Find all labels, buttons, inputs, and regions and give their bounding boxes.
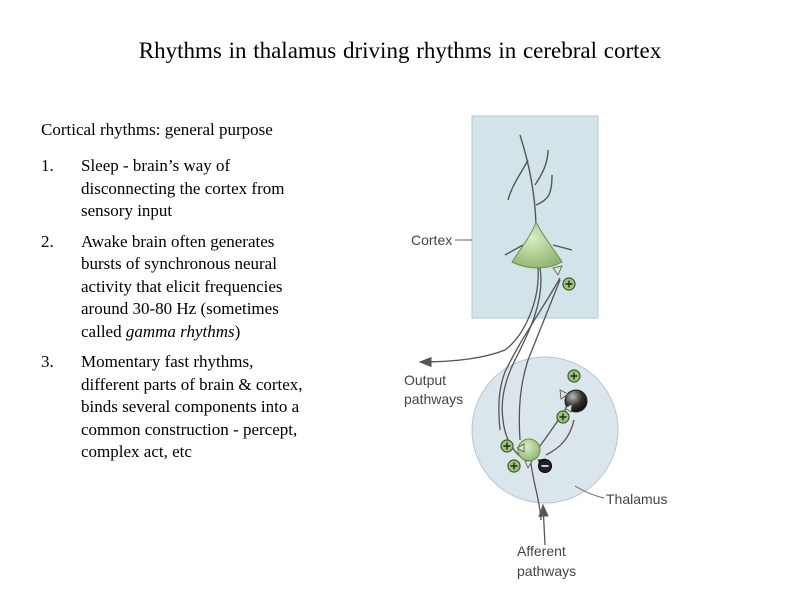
plus-synapse-icon [557,411,569,423]
rhythm-purpose-list [41,155,361,472]
thalamocortical-diagram [390,100,790,595]
list-text: Momentary fast rhythms, different parts of brain & cortex, binds several components into a common construction - percept, complex act, etc [81,352,303,461]
afferent-pathways-label-2: pathways [517,563,577,579]
afferent-arrow [543,505,545,545]
output-pathways-label-1: Output [404,372,447,388]
afferent-pathways-label-1: Afferent [517,543,566,559]
plus-synapse-icon [563,278,575,290]
list-item [41,231,361,344]
list-number: 3. [41,352,54,371]
minus-synapse-icon [539,460,552,473]
thalamus-label: Thalamus [606,491,668,507]
list-item [41,351,361,464]
list-number: 2. [41,231,54,251]
plus-synapse-icon [501,440,513,452]
list-text: Awake brain often generates bursts of synchronous neural activity that elicit frequencies around 30-80 Hz (sometimes called gamma rhythms) [81,231,283,341]
list-item [41,155,361,223]
list-text: Sleep - brain’s way of disconnecting the cortex from sensory input [81,156,285,220]
plus-synapse-icon [568,370,580,382]
slide-title: Rhythms in thalamus driving rhythms in cerebral cortex [138,38,662,63]
plus-synapse-icon [508,460,520,472]
output-pathways-label-2: pathways [404,391,464,407]
list-number: 1. [41,156,54,175]
slide-subtitle: Cortical rhythms: general purpose [41,120,273,139]
cortex-label: Cortex [411,232,453,248]
thalamus-circle [472,357,618,503]
gamma-rhythms-term: gamma rhythms [125,321,235,341]
